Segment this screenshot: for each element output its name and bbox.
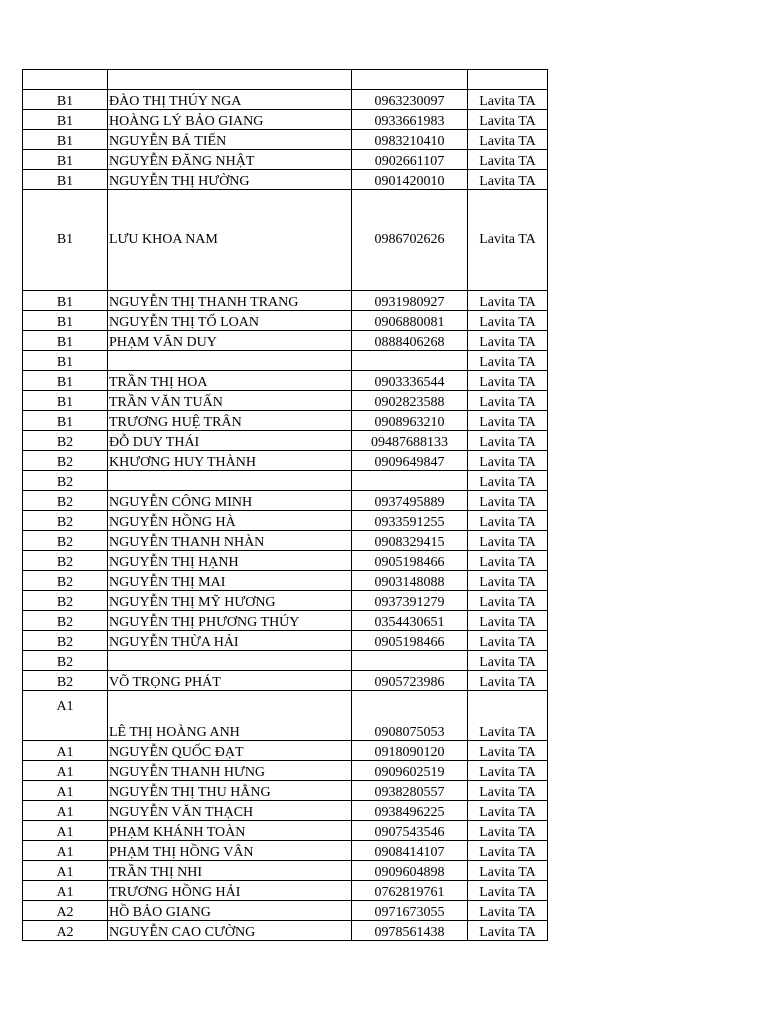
- cell-org: Lavita TA: [468, 471, 548, 491]
- table-row: [23, 511, 548, 531]
- cell-org: Lavita TA: [468, 311, 548, 331]
- cell-name: ĐÀO THỊ THÚY NGA: [108, 90, 352, 110]
- table-row: [23, 611, 548, 631]
- cell-phone: 0983210410: [352, 130, 468, 150]
- cell-code: B2: [23, 631, 108, 651]
- cell-org: Lavita TA: [468, 651, 548, 671]
- cell-code: A1: [23, 841, 108, 861]
- cell-phone: 0971673055: [352, 901, 468, 921]
- cell-code: B1: [23, 391, 108, 411]
- header-cell-code: [23, 70, 108, 90]
- cell-phone: 0907543546: [352, 821, 468, 841]
- cell-phone: 0986702626: [352, 190, 468, 291]
- table-row: [23, 861, 548, 881]
- cell-phone: 0902661107: [352, 150, 468, 170]
- cell-org: Lavita TA: [468, 571, 548, 591]
- table-row: [23, 170, 548, 190]
- cell-name: NGUYỄN QUỐC ĐẠT: [108, 741, 352, 761]
- table-row: [23, 571, 548, 591]
- cell-name: TRẦN THỊ HOA: [108, 371, 352, 391]
- cell-phone: 0354430651: [352, 611, 468, 631]
- cell-org: Lavita TA: [468, 551, 548, 571]
- cell-org: Lavita TA: [468, 110, 548, 130]
- table-row: [23, 150, 548, 170]
- table-row: [23, 761, 548, 781]
- cell-org: Lavita TA: [468, 451, 548, 471]
- cell-phone: 0938496225: [352, 801, 468, 821]
- cell-name: NGUYỄN CÔNG MINH: [108, 491, 352, 511]
- cell-name: PHẠM VĂN DUY: [108, 331, 352, 351]
- table-row: [23, 921, 548, 941]
- cell-org: Lavita TA: [468, 531, 548, 551]
- cell-name: NGUYỄN THANH NHÀN: [108, 531, 352, 551]
- cell-phone: 0902823588: [352, 391, 468, 411]
- cell-org: Lavita TA: [468, 130, 548, 150]
- cell-org: Lavita TA: [468, 591, 548, 611]
- cell-org: Lavita TA: [468, 841, 548, 861]
- cell-phone: 0963230097: [352, 90, 468, 110]
- cell-phone: 0908329415: [352, 531, 468, 551]
- cell-code: B1: [23, 90, 108, 110]
- cell-code: B1: [23, 190, 108, 291]
- table-row: [23, 591, 548, 611]
- cell-org: Lavita TA: [468, 901, 548, 921]
- cell-code: B2: [23, 651, 108, 671]
- header-cell-phone: [352, 70, 468, 90]
- table-row: [23, 531, 548, 551]
- cell-phone: 0901420010: [352, 170, 468, 190]
- table-row: [23, 431, 548, 451]
- table-row: [23, 391, 548, 411]
- cell-name: NGUYỄN THỊ PHƯƠNG THÚY: [108, 611, 352, 631]
- cell-name: NGUYỄN CAO CƯỜNG: [108, 921, 352, 941]
- cell-code: A2: [23, 921, 108, 941]
- contact-table-body: [23, 70, 548, 941]
- cell-code: A1: [23, 801, 108, 821]
- cell-code: A1: [23, 781, 108, 801]
- cell-org: Lavita TA: [468, 371, 548, 391]
- cell-code: B1: [23, 110, 108, 130]
- cell-code: A2: [23, 901, 108, 921]
- cell-phone: 0908414107: [352, 841, 468, 861]
- cell-name: NGUYỄN THỊ THANH TRANG: [108, 291, 352, 311]
- table-row: [23, 411, 548, 431]
- cell-org: Lavita TA: [468, 491, 548, 511]
- cell-name: PHẠM KHÁNH TOÀN: [108, 821, 352, 841]
- cell-org: Lavita TA: [468, 761, 548, 781]
- cell-org: Lavita TA: [468, 691, 548, 741]
- table-row: [23, 371, 548, 391]
- cell-phone: 0909602519: [352, 761, 468, 781]
- cell-org: Lavita TA: [468, 781, 548, 801]
- table-row: [23, 291, 548, 311]
- cell-code: B1: [23, 150, 108, 170]
- table-row: [23, 781, 548, 801]
- cell-name: KHƯƠNG HUY THÀNH: [108, 451, 352, 471]
- cell-name: NGUYỄN THỊ MAI: [108, 571, 352, 591]
- cell-code: B2: [23, 671, 108, 691]
- table-row: [23, 741, 548, 761]
- cell-name: NGUYỄN THANH HƯNG: [108, 761, 352, 781]
- cell-code: B2: [23, 451, 108, 471]
- table-row: [23, 671, 548, 691]
- cell-name: LÊ THỊ HOÀNG ANH: [108, 691, 352, 741]
- cell-org: Lavita TA: [468, 801, 548, 821]
- cell-name: [108, 351, 352, 371]
- table-row: [23, 451, 548, 471]
- cell-code: A1: [23, 741, 108, 761]
- contact-table: [22, 69, 548, 941]
- cell-phone: 0937495889: [352, 491, 468, 511]
- cell-code: B1: [23, 411, 108, 431]
- cell-name: HOÀNG LÝ BẢO GIANG: [108, 110, 352, 130]
- table-row: [23, 801, 548, 821]
- cell-code: A1: [23, 861, 108, 881]
- cell-phone: 0908075053: [352, 691, 468, 741]
- header-cell-org: [468, 70, 548, 90]
- cell-name: TRẦN THỊ NHI: [108, 861, 352, 881]
- cell-org: Lavita TA: [468, 741, 548, 761]
- cell-org: Lavita TA: [468, 331, 548, 351]
- cell-code: B2: [23, 591, 108, 611]
- table-row: [23, 841, 548, 861]
- cell-name: NGUYỄN THỊ HƯỜNG: [108, 170, 352, 190]
- cell-name: NGUYỄN THỊ THU HẰNG: [108, 781, 352, 801]
- cell-name: [108, 471, 352, 491]
- table-row: [23, 471, 548, 491]
- cell-org: Lavita TA: [468, 671, 548, 691]
- cell-name: ĐỖ DUY THÁI: [108, 431, 352, 451]
- table-row: [23, 651, 548, 671]
- cell-code: A1: [23, 761, 108, 781]
- cell-org: Lavita TA: [468, 631, 548, 651]
- table-row: [23, 190, 548, 291]
- cell-org: Lavita TA: [468, 291, 548, 311]
- cell-name: VÕ TRỌNG PHÁT: [108, 671, 352, 691]
- cell-org: Lavita TA: [468, 411, 548, 431]
- cell-phone: 09487688133: [352, 431, 468, 451]
- table-row: [23, 691, 548, 741]
- cell-code: B2: [23, 491, 108, 511]
- cell-phone: 0937391279: [352, 591, 468, 611]
- cell-code: B2: [23, 611, 108, 631]
- cell-phone: 0903336544: [352, 371, 468, 391]
- table-row: [23, 881, 548, 901]
- cell-code: B2: [23, 431, 108, 451]
- cell-name: PHẠM THỊ HỒNG VÂN: [108, 841, 352, 861]
- cell-phone: 0908963210: [352, 411, 468, 431]
- cell-org: Lavita TA: [468, 431, 548, 451]
- cell-org: Lavita TA: [468, 391, 548, 411]
- cell-phone: [352, 471, 468, 491]
- table-row: [23, 551, 548, 571]
- cell-code: B2: [23, 571, 108, 591]
- cell-name: NGUYỄN HỒNG HÀ: [108, 511, 352, 531]
- cell-name: NGUYỄN THỊ MỸ HƯƠNG: [108, 591, 352, 611]
- cell-phone: 0933661983: [352, 110, 468, 130]
- cell-phone: 0909649847: [352, 451, 468, 471]
- cell-phone: 0918090120: [352, 741, 468, 761]
- cell-code: B1: [23, 291, 108, 311]
- cell-phone: 0905198466: [352, 631, 468, 651]
- cell-org: Lavita TA: [468, 351, 548, 371]
- cell-code: A1: [23, 881, 108, 901]
- cell-code: B2: [23, 471, 108, 491]
- cell-phone: 0905723986: [352, 671, 468, 691]
- cell-phone: 0903148088: [352, 571, 468, 591]
- cell-code: B1: [23, 311, 108, 331]
- cell-phone: 0762819761: [352, 881, 468, 901]
- cell-org: Lavita TA: [468, 611, 548, 631]
- cell-phone: [352, 651, 468, 671]
- cell-org: Lavita TA: [468, 511, 548, 531]
- cell-phone: 0888406268: [352, 331, 468, 351]
- cell-code: B1: [23, 351, 108, 371]
- cell-name: NGUYỄN THỊ HẠNH: [108, 551, 352, 571]
- cell-code: B2: [23, 511, 108, 531]
- header-row: [23, 70, 548, 90]
- cell-org: Lavita TA: [468, 190, 548, 291]
- cell-code: B2: [23, 551, 108, 571]
- cell-phone: 0933591255: [352, 511, 468, 531]
- cell-phone: 0978561438: [352, 921, 468, 941]
- cell-org: Lavita TA: [468, 170, 548, 190]
- cell-phone: 0938280557: [352, 781, 468, 801]
- cell-code: B1: [23, 331, 108, 351]
- cell-code: A1: [23, 691, 108, 741]
- cell-name: NGUYỄN BÁ TIẾN: [108, 130, 352, 150]
- cell-code: B1: [23, 130, 108, 150]
- cell-org: Lavita TA: [468, 90, 548, 110]
- table-row: [23, 351, 548, 371]
- cell-org: Lavita TA: [468, 861, 548, 881]
- table-row: [23, 130, 548, 150]
- table-row: [23, 311, 548, 331]
- cell-org: Lavita TA: [468, 150, 548, 170]
- cell-code: B2: [23, 531, 108, 551]
- table-row: [23, 631, 548, 651]
- cell-name: TRƯƠNG HUỆ TRÂN: [108, 411, 352, 431]
- cell-phone: 0906880081: [352, 311, 468, 331]
- cell-name: LƯU KHOA NAM: [108, 190, 352, 291]
- cell-name: TRƯƠNG HỒNG HẢI: [108, 881, 352, 901]
- cell-name: NGUYỄN VĂN THẠCH: [108, 801, 352, 821]
- cell-phone: [352, 351, 468, 371]
- cell-name: HỒ BẢO GIANG: [108, 901, 352, 921]
- header-cell-name: [108, 70, 352, 90]
- cell-phone: 0909604898: [352, 861, 468, 881]
- cell-name: NGUYỄN THỊ TỐ LOAN: [108, 311, 352, 331]
- cell-name: TRẦN VĂN TUẤN: [108, 391, 352, 411]
- cell-phone: 0931980927: [352, 291, 468, 311]
- table-row: [23, 331, 548, 351]
- cell-org: Lavita TA: [468, 821, 548, 841]
- table-row: [23, 491, 548, 511]
- table-row: [23, 110, 548, 130]
- cell-org: Lavita TA: [468, 921, 548, 941]
- cell-name: [108, 651, 352, 671]
- cell-name: NGUYỄN THỪA HẢI: [108, 631, 352, 651]
- cell-name: NGUYỄN ĐĂNG NHẬT: [108, 150, 352, 170]
- cell-code: A1: [23, 821, 108, 841]
- table-row: [23, 90, 548, 110]
- cell-code: B1: [23, 170, 108, 190]
- cell-phone: 0905198466: [352, 551, 468, 571]
- cell-org: Lavita TA: [468, 881, 548, 901]
- table-row: [23, 901, 548, 921]
- cell-code: B1: [23, 371, 108, 391]
- table-row: [23, 821, 548, 841]
